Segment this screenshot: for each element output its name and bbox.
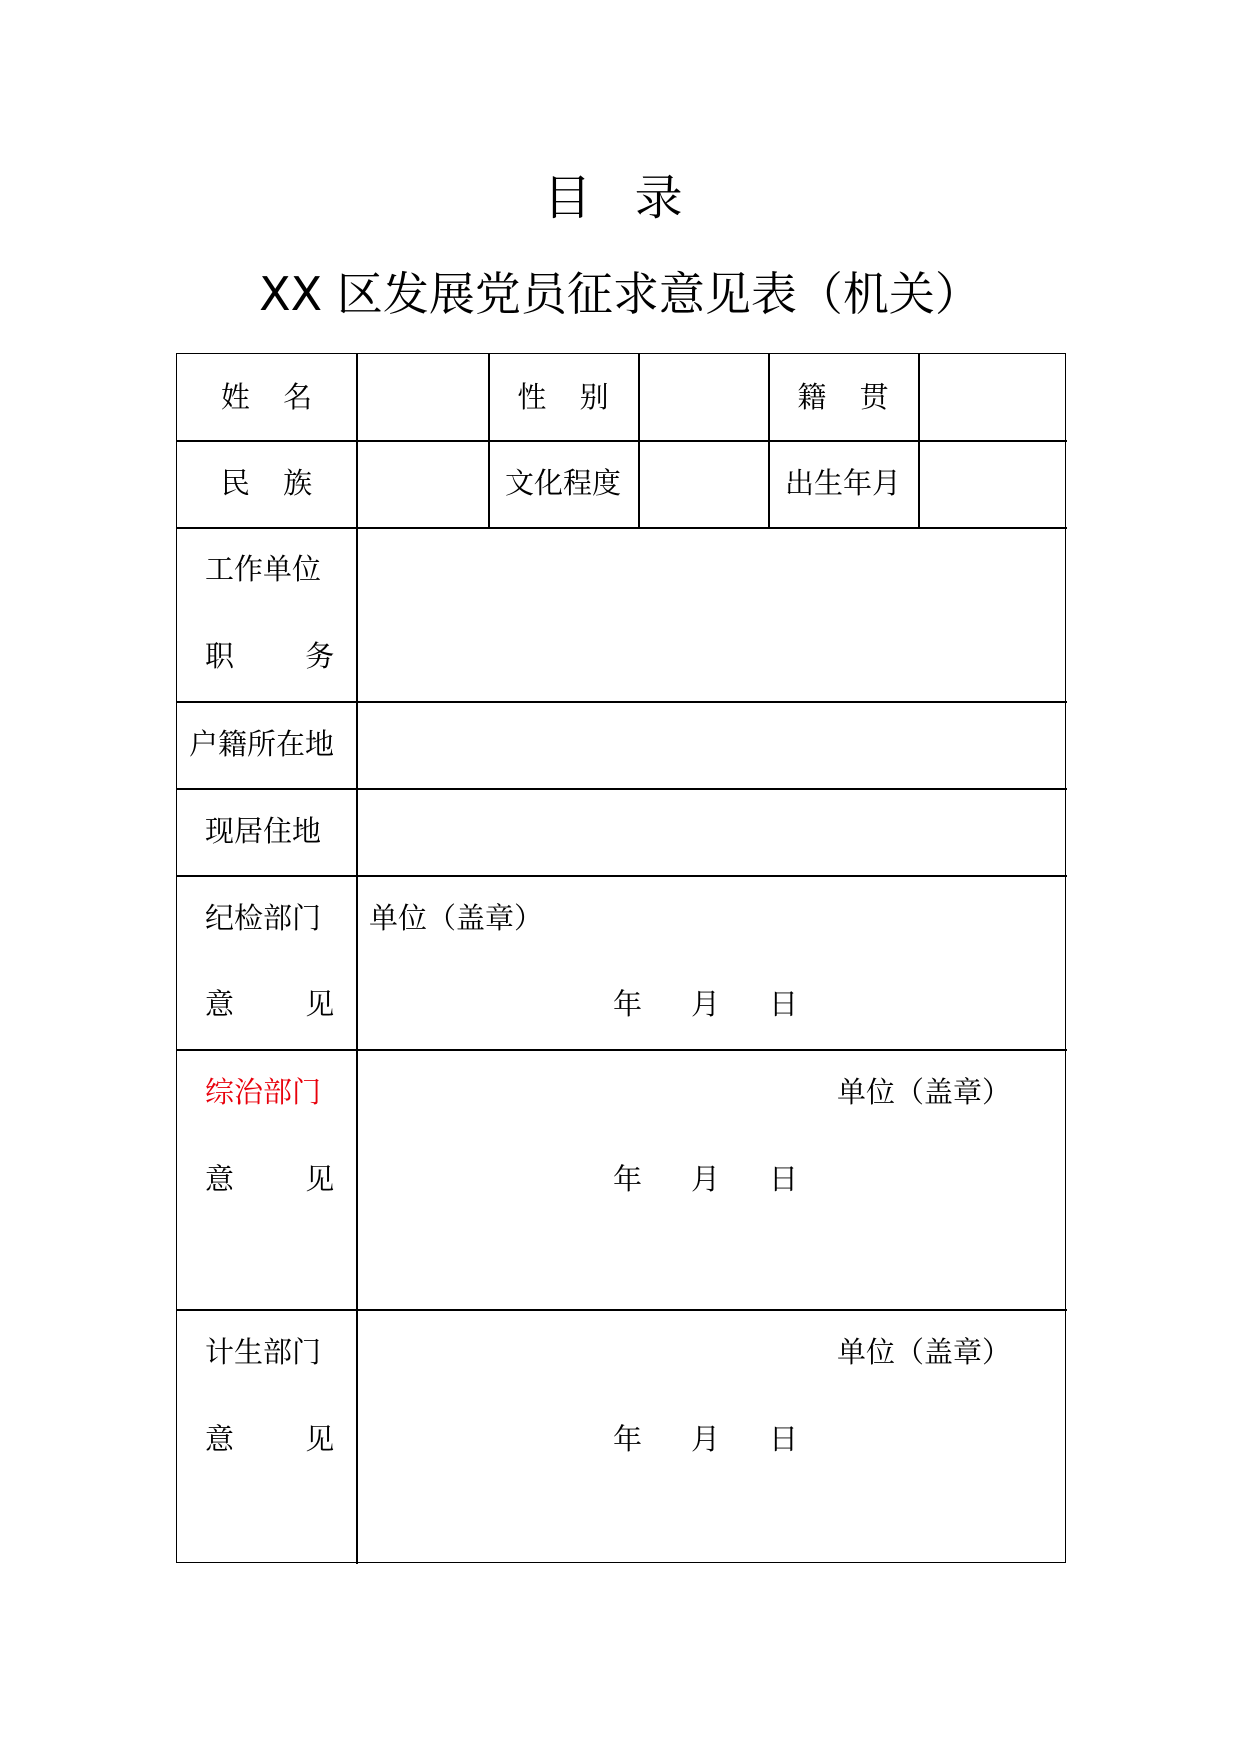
label-native-place: 籍 贯 [797,380,889,414]
label-work-unit: 工作单位 [205,552,322,586]
date-month: 月 [691,1422,721,1456]
date-day: 日 [769,1162,799,1196]
label-household-location: 户籍所在地 [189,727,335,761]
label-gender: 性 别 [517,380,609,414]
label-discipline-dept: 纪检部门 [205,901,322,935]
stamp-label: 单位（盖章） [837,1335,1012,1369]
row-divider [177,788,1067,790]
label-name: 姓 名 [220,380,313,414]
row-divider [177,527,1067,529]
label-ethnicity: 民 族 [220,466,313,500]
label-education: 文化程度 [504,466,621,500]
label-position: 职 务 [205,639,335,673]
label-birth-date: 出生年月 [784,466,901,500]
date-month: 月 [691,987,721,1021]
row-divider [177,701,1067,703]
row-divider [177,1049,1067,1051]
document-title: 目 录 [543,170,697,226]
row-divider [177,1309,1067,1311]
row-divider [177,440,1067,442]
date-year: 年 [613,1162,643,1196]
label-family-planning-dept: 计生部门 [205,1335,322,1369]
date-month: 月 [691,1162,721,1196]
stamp-label: 单位（盖章） [837,1075,1012,1109]
row-divider [177,875,1067,877]
date-day: 日 [769,987,799,1021]
column-divider [918,354,920,527]
label-opinion: 意 见 [205,1162,335,1196]
form-subtitle: XX 区发展党员征求意见表（机关） [259,267,981,321]
date-year: 年 [613,987,643,1021]
label-residence: 现居住地 [205,814,322,848]
column-divider [356,354,358,1564]
label-comprehensive-governance-dept: 综治部门 [205,1075,322,1109]
label-opinion: 意 见 [205,987,335,1021]
stamp-label: 单位（盖章） [369,901,544,935]
date-day: 日 [769,1422,799,1456]
date-year: 年 [613,1422,643,1456]
label-opinion: 意 见 [205,1422,335,1456]
column-divider [638,354,640,527]
opinion-form-table [176,353,1066,1563]
